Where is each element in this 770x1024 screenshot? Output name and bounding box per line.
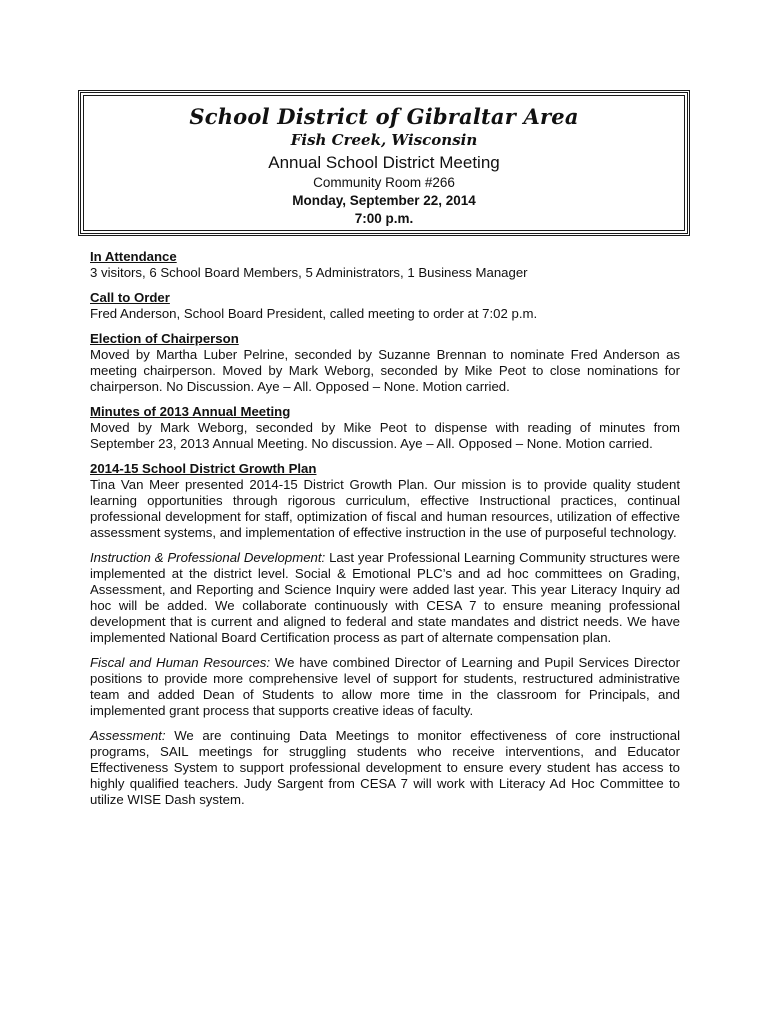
subsection-text: We have combined Director of Learning and Pupil Services Director positions to provide more comprehensive level of support for students, restructured administrative team and added Dean of Students to allow more time in the classroom for Principals, and implemented grant process that supports creative ideas of faculty. [90,655,680,718]
section-text: Tina Van Meer presented 2014-15 District Growth Plan. Our mission is to provide quality student learning opportunities through rigorous curriculum, effective Instructional practices, continual professional development for staff, optimization of fiscal and human resources, utilization of effective assessment systems, and implementation of effective instruction in the use of purposeful technology. [90,477,680,540]
subsection-label: Assessment: [90,728,175,743]
subsection-assessment [90,728,680,808]
meeting-date: Monday, September 22, 2014 [292,193,476,208]
minutes-body [90,249,680,817]
subsection-label: Instruction & Professional Development: [90,550,330,565]
section-growth-plan [90,461,680,541]
section-heading: In Attendance [90,249,177,264]
meeting-title: Annual School District Meeting [268,153,500,172]
subsection-instruction [90,550,680,646]
document-header [80,92,688,234]
district-location: Fish Creek, Wisconsin [290,131,478,149]
subsection-text: Last year Professional Learning Community structures were implemented at the district level. Social & Emotional PLC’s and ad hoc committees on Grading, Assessment, and Reporting and Science Inquiry were added last year. This year Literacy Inquiry ad hoc will be added. We collaborate continuously with CESA 7 to ensure meaning professional development that is current and aligned to federal and state mandates and district needs. We have implemented National Board Certification process as part of alternate compensation plan. [90,550,681,645]
section-text: Moved by Mark Weborg, seconded by Mike Peot to dispense with reading of minutes from September 23, 2013 Annual Meeting. No discussion. Aye – All. Opposed – None. Motion carried. [90,420,680,451]
section-text: Moved by Martha Luber Pelrine, seconded by Suzanne Brennan to nominate Fred Anderson as meeting chairperson. Moved by Mark Weborg, seconded by Mike Peot to close nominations for chairperson. No Discussion. Aye – All. Opposed – None. Motion carried. [90,347,680,394]
subsection-label: Fiscal and Human Resources: [90,655,275,670]
section-attendance [90,249,680,281]
subsection-text: We are continuing Data Meetings to monitor effectiveness of core instructional programs, SAIL meetings for struggling students who receive interventions, and Educator Effectiveness System to support professional development to ensure every student has access to highly qualified teachers. Judy Sargent from CESA 7 will work with Literacy Ad Hoc Committee to utilize WISE Dash system. [90,728,680,807]
section-text: 3 visitors, 6 School Board Members, 5 Administrators, 1 Business Manager [90,265,528,280]
section-call-to-order [90,290,680,322]
section-minutes [90,404,680,452]
meeting-room: Community Room #266 [313,175,455,190]
meeting-time: 7:00 p.m. [354,211,414,226]
section-text: Fred Anderson, School Board President, called meeting to order at 7:02 p.m. [90,306,538,321]
section-heading: 2014-15 School District Growth Plan [90,461,317,476]
section-heading: Election of Chairperson [90,331,239,346]
district-title: School District of Gibraltar Area [189,104,579,129]
section-heading: Minutes of 2013 Annual Meeting [90,404,291,419]
section-election [90,331,680,395]
section-heading: Call to Order [90,290,170,305]
subsection-fiscal [90,655,680,719]
